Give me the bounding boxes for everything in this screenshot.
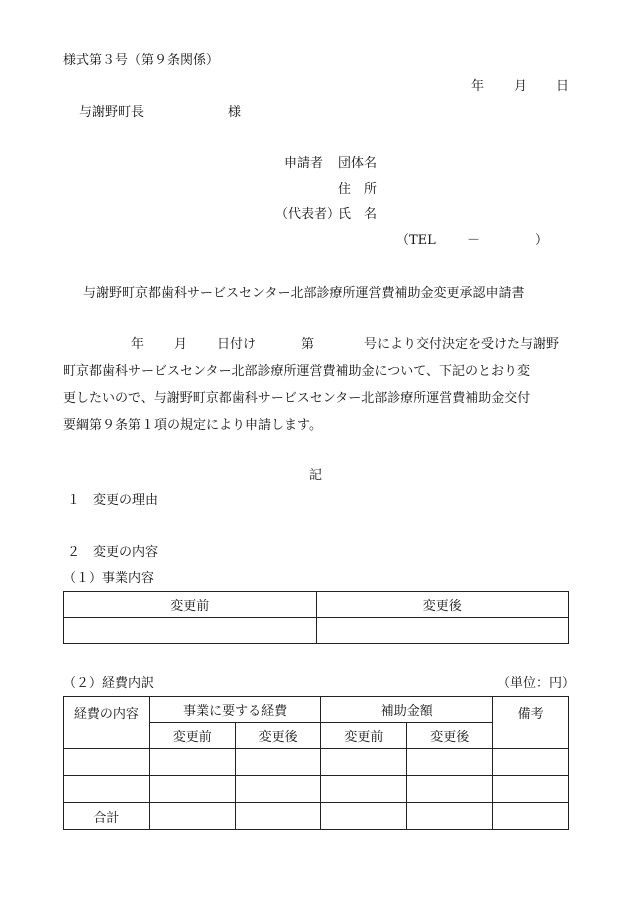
date-month: 月: [514, 79, 528, 94]
date-day: 日: [556, 79, 570, 94]
body-line-3: 更したいので、与謝野町京都歯科サービスセンター北部診療所運営費補助金交付: [63, 391, 531, 406]
header-subsidy-after: 変更後: [407, 723, 493, 749]
business-content-table: [63, 591, 569, 644]
cell-subsidy-before[interactable]: [321, 776, 407, 803]
total-label: 合計: [64, 803, 150, 830]
header-remarks: 備考: [493, 697, 569, 749]
header-after: 変更後: [316, 592, 569, 618]
cell-subsidy-after[interactable]: [407, 749, 493, 776]
cell-item[interactable]: [64, 776, 150, 803]
body-line-1-rest: 号により交付決定を受けた与謝野: [364, 337, 560, 352]
header-project-before: 変更前: [149, 723, 235, 749]
section-1-label: １ 変更の理由: [67, 493, 159, 508]
applicant-org-label: 団体名: [338, 156, 378, 171]
cell-total-subsidy-after[interactable]: [407, 803, 493, 830]
table-header-row: [64, 697, 569, 723]
cell-total-remarks[interactable]: [493, 803, 569, 830]
unit-label: （単位：円）: [497, 676, 576, 691]
document-title: 与謝野町京都歯科サービスセンター北部診療所運営費補助金変更承認申請書: [83, 286, 525, 301]
section-2-label: ２ 変更の内容: [67, 545, 159, 560]
header-project-after: 変更後: [235, 723, 321, 749]
body-line-1: [63, 331, 569, 358]
cell-project-before[interactable]: [149, 776, 235, 803]
total-row: [64, 803, 569, 830]
cell-total-project-before[interactable]: [149, 803, 235, 830]
applicant-name-label: 氏 名: [338, 207, 378, 222]
cell-project-after[interactable]: [235, 749, 321, 776]
applicant-address-label: 住 所: [338, 182, 378, 197]
cell-subsidy-after[interactable]: [407, 776, 493, 803]
cell-remarks[interactable]: [493, 776, 569, 803]
table-row: [64, 618, 569, 644]
table-header-row: [64, 592, 569, 618]
applicant-rep-label: （代表者）: [275, 207, 341, 222]
cell-project-before[interactable]: [149, 749, 235, 776]
body-month: 月: [174, 337, 188, 352]
body-dated: 日付け: [217, 337, 257, 352]
form-number: 様式第３号（第９条関係）: [63, 53, 220, 68]
header-subsidy: 補助金額: [321, 697, 493, 723]
addressee-honorific: 様: [228, 105, 242, 120]
ki-mark: 記: [309, 468, 323, 483]
cell-remarks[interactable]: [493, 749, 569, 776]
addressee-name: 与謝野町長: [79, 105, 145, 120]
header-subsidy-before: 変更前: [321, 723, 407, 749]
cell-total-subsidy-before[interactable]: [321, 803, 407, 830]
body-paragraph: [63, 331, 569, 433]
body-line-2: 町京都歯科サービスセンター北部診療所運営費補助金について、下記のとおり変: [63, 364, 530, 379]
tel-open: （TEL: [396, 233, 436, 248]
body-year: 年: [131, 337, 145, 352]
cell-after[interactable]: [316, 618, 569, 644]
cell-subsidy-before[interactable]: [321, 749, 407, 776]
cell-item[interactable]: [64, 749, 150, 776]
sub-2-label: （２）経費内訳: [63, 676, 155, 691]
table-row: [64, 749, 569, 776]
header-project-cost: 事業に要する経費: [149, 697, 321, 723]
cell-before[interactable]: [64, 618, 317, 644]
body-line-4: 要綱第９条第１項の規定により申請します。: [63, 418, 322, 433]
date-year: 年: [471, 79, 485, 94]
body-no-prefix: 第: [301, 337, 315, 352]
tel-dash: －: [467, 233, 481, 248]
header-item: 経費の内容: [64, 697, 150, 749]
cell-total-project-after[interactable]: [235, 803, 321, 830]
expense-breakdown-table: [63, 696, 569, 830]
header-before: 変更前: [64, 592, 317, 618]
applicant-label: 申請者: [284, 156, 324, 171]
sub-1-label: （１）事業内容: [63, 571, 155, 586]
tel-close: ）: [535, 233, 549, 248]
cell-project-after[interactable]: [235, 776, 321, 803]
table-row: [64, 776, 569, 803]
